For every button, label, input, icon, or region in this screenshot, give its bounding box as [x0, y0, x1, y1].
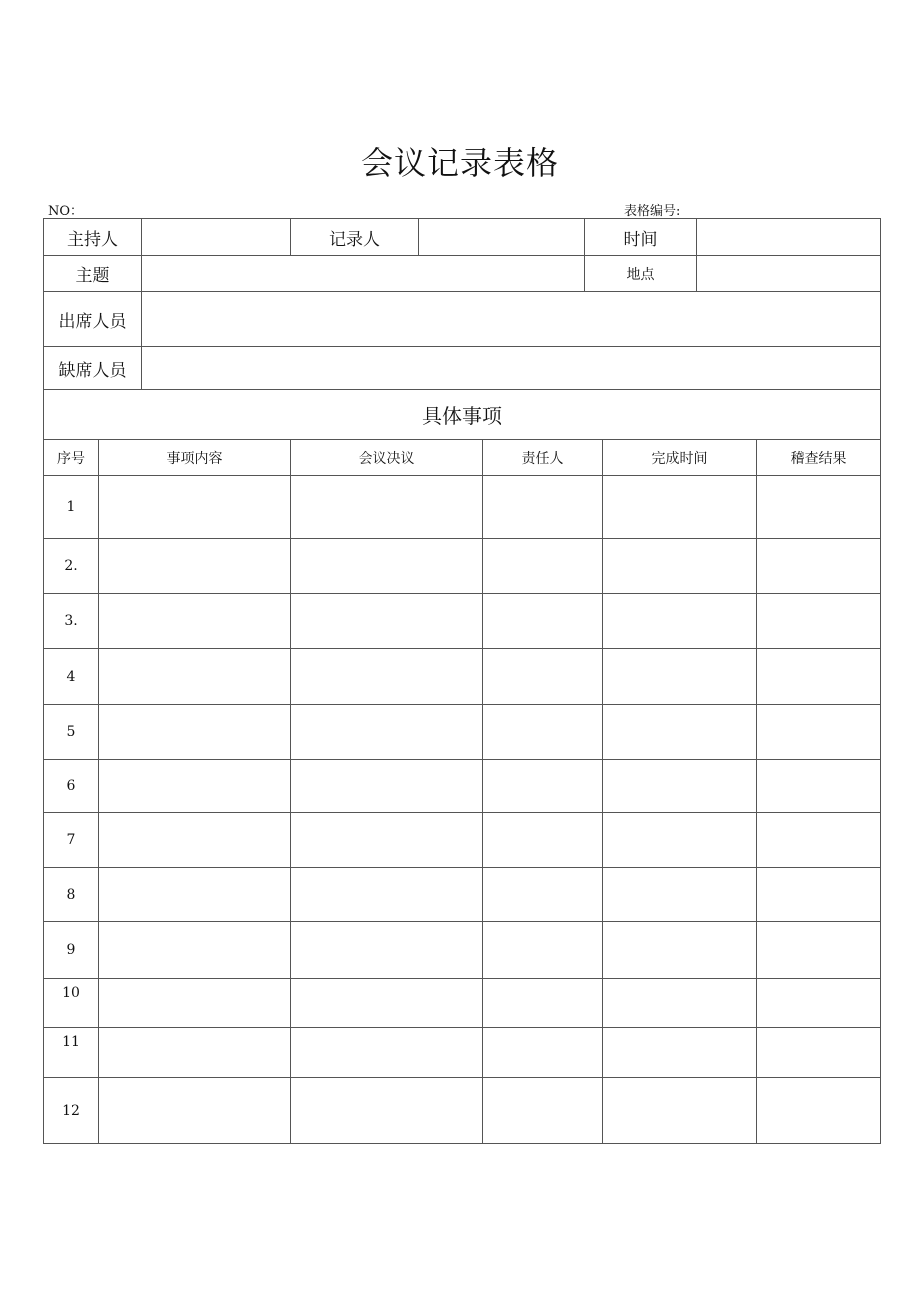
resolution-cell[interactable]	[291, 649, 483, 705]
resolution-cell[interactable]	[291, 539, 483, 594]
item-content-cell[interactable]	[99, 1028, 291, 1078]
item-content-cell[interactable]	[99, 760, 291, 813]
owner-cell[interactable]	[483, 922, 603, 979]
due-date-cell[interactable]	[603, 539, 757, 594]
row-number: 1	[44, 476, 99, 539]
audit-result-cell[interactable]	[757, 1028, 881, 1078]
row-number: 9	[44, 922, 99, 979]
topic-label: 主题	[44, 256, 142, 292]
audit-result-cell[interactable]	[757, 979, 881, 1028]
item-content-cell[interactable]	[99, 476, 291, 539]
due-date-cell[interactable]	[603, 1028, 757, 1078]
row-number: 5	[44, 705, 99, 760]
owner-cell[interactable]	[483, 1078, 603, 1144]
table-row	[44, 979, 881, 1028]
resolution-cell[interactable]	[291, 1028, 483, 1078]
item-content-cell[interactable]	[99, 1078, 291, 1144]
resolution-cell[interactable]	[291, 813, 483, 868]
meeting-info-table	[43, 218, 881, 440]
resolution-cell[interactable]	[291, 1078, 483, 1144]
table-row	[44, 649, 881, 705]
audit-result-cell[interactable]	[757, 813, 881, 868]
item-content-cell[interactable]	[99, 649, 291, 705]
attendees-label: 出席人员	[44, 292, 142, 347]
resolution-cell[interactable]	[291, 760, 483, 813]
item-content-cell[interactable]	[99, 922, 291, 979]
audit-result-cell[interactable]	[757, 868, 881, 922]
item-content-cell[interactable]	[99, 594, 291, 649]
item-content-cell[interactable]	[99, 705, 291, 760]
resolution-cell[interactable]	[291, 979, 483, 1028]
resolution-cell[interactable]	[291, 868, 483, 922]
column-header: 稽查结果	[757, 440, 881, 476]
due-date-cell[interactable]	[603, 868, 757, 922]
topic-field[interactable]	[142, 256, 585, 292]
row-number: 10	[44, 979, 99, 1028]
audit-result-cell[interactable]	[757, 594, 881, 649]
due-date-cell[interactable]	[603, 979, 757, 1028]
table-row	[44, 1028, 881, 1078]
attendees-field[interactable]	[142, 292, 881, 347]
time-field[interactable]	[697, 219, 881, 256]
table-row	[44, 1078, 881, 1144]
owner-cell[interactable]	[483, 813, 603, 868]
table-row	[44, 476, 881, 539]
due-date-cell[interactable]	[603, 705, 757, 760]
audit-result-cell[interactable]	[757, 649, 881, 705]
recorder-label: 记录人	[291, 219, 419, 256]
time-label: 时间	[585, 219, 697, 256]
row-number: 2.	[44, 539, 99, 594]
owner-cell[interactable]	[483, 760, 603, 813]
item-content-cell[interactable]	[99, 979, 291, 1028]
no-label: NO：	[48, 204, 84, 219]
host-field[interactable]	[142, 219, 291, 256]
audit-result-cell[interactable]	[757, 760, 881, 813]
table-header-row	[44, 440, 881, 476]
column-header: 完成时间	[603, 440, 757, 476]
owner-cell[interactable]	[483, 649, 603, 705]
table-row	[44, 922, 881, 979]
table-row	[44, 760, 881, 813]
due-date-cell[interactable]	[603, 922, 757, 979]
owner-cell[interactable]	[483, 476, 603, 539]
page-title: 会议记录表格	[360, 144, 559, 182]
audit-result-cell[interactable]	[757, 539, 881, 594]
location-field[interactable]	[697, 256, 881, 292]
table-row	[44, 594, 881, 649]
host-label: 主持人	[44, 219, 142, 256]
row-number: 6	[44, 760, 99, 813]
items-table	[43, 439, 881, 1144]
due-date-cell[interactable]	[603, 813, 757, 868]
owner-cell[interactable]	[483, 594, 603, 649]
audit-result-cell[interactable]	[757, 922, 881, 979]
owner-cell[interactable]	[483, 539, 603, 594]
owner-cell[interactable]	[483, 705, 603, 760]
item-content-cell[interactable]	[99, 539, 291, 594]
row-number: 7	[44, 813, 99, 868]
row-number: 4	[44, 649, 99, 705]
table-row	[44, 813, 881, 868]
item-content-cell[interactable]	[99, 868, 291, 922]
section-title: 具体事项	[44, 390, 881, 440]
absentees-field[interactable]	[142, 347, 881, 390]
audit-result-cell[interactable]	[757, 1078, 881, 1144]
due-date-cell[interactable]	[603, 594, 757, 649]
row-number: 11	[44, 1028, 99, 1078]
resolution-cell[interactable]	[291, 705, 483, 760]
owner-cell[interactable]	[483, 868, 603, 922]
table-row	[44, 868, 881, 922]
row-number: 12	[44, 1078, 99, 1144]
table-row	[44, 705, 881, 760]
table-row	[44, 539, 881, 594]
resolution-cell[interactable]	[291, 594, 483, 649]
absentees-label: 缺席人员	[44, 347, 142, 390]
column-header: 会议决议	[291, 440, 483, 476]
resolution-cell[interactable]	[291, 922, 483, 979]
row-number: 3.	[44, 594, 99, 649]
due-date-cell[interactable]	[603, 760, 757, 813]
column-header: 序号	[44, 440, 99, 476]
column-header: 事项内容	[99, 440, 291, 476]
form-number-label: 表格编号:	[624, 204, 681, 219]
due-date-cell[interactable]	[603, 476, 757, 539]
column-header: 责任人	[483, 440, 603, 476]
item-content-cell[interactable]	[99, 813, 291, 868]
owner-cell[interactable]	[483, 979, 603, 1028]
audit-result-cell[interactable]	[757, 705, 881, 760]
recorder-field[interactable]	[419, 219, 585, 256]
location-label: 地点	[585, 256, 697, 292]
due-date-cell[interactable]	[603, 649, 757, 705]
audit-result-cell[interactable]	[757, 476, 881, 539]
resolution-cell[interactable]	[291, 476, 483, 539]
row-number: 8	[44, 868, 99, 922]
owner-cell[interactable]	[483, 1028, 603, 1078]
due-date-cell[interactable]	[603, 1078, 757, 1144]
